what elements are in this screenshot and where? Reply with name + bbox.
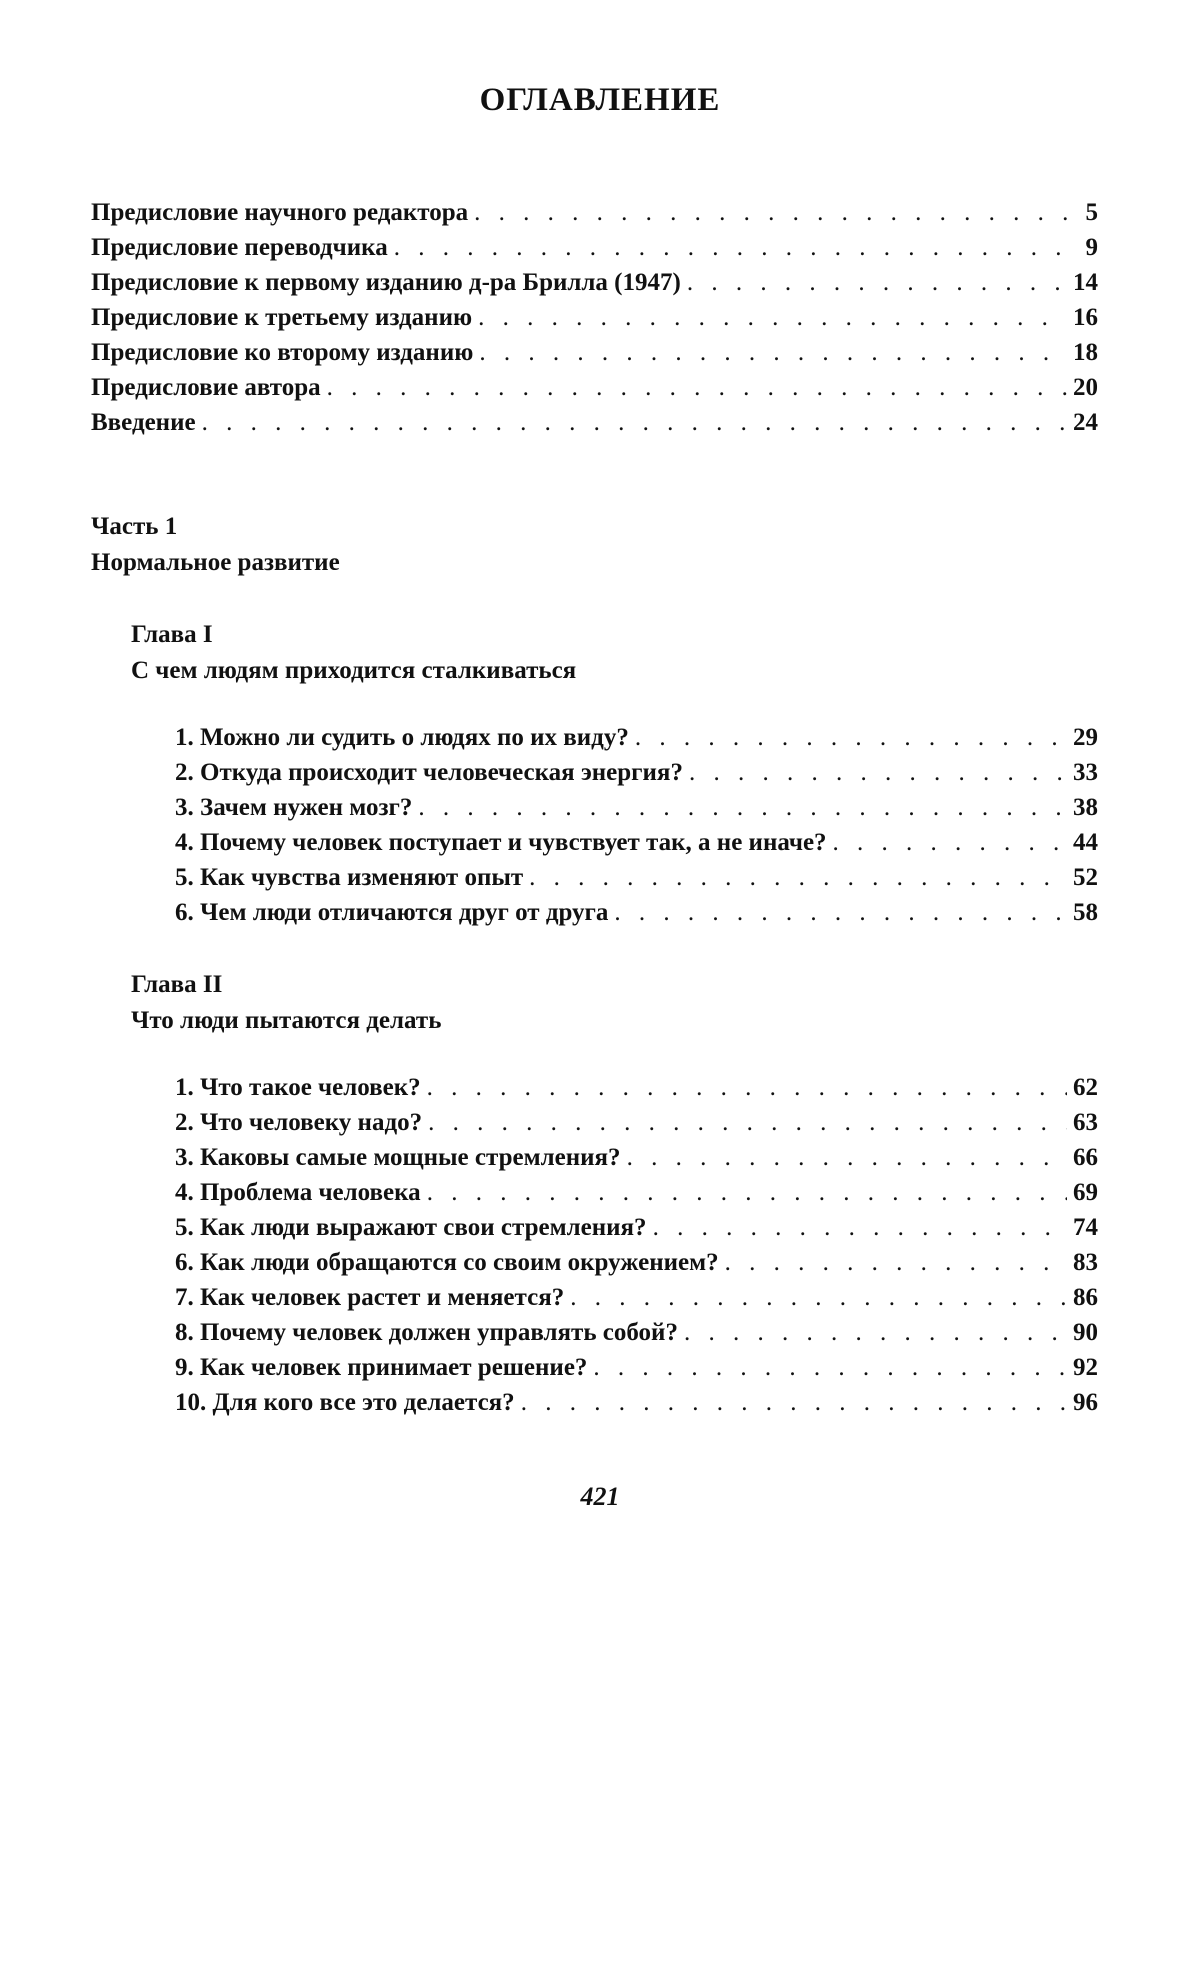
toc-entry [91, 406, 1098, 440]
chapter-label: Глава II [131, 971, 223, 998]
leader-dots [428, 1106, 1067, 1140]
toc-entry-title: 8. Почему человек должен управлять собой? [175, 1319, 678, 1346]
toc-entry-page: 18 [1073, 339, 1098, 366]
toc-entry-page: 24 [1073, 409, 1098, 436]
toc-entry-title: 10. Для кого все это делается? [175, 1389, 515, 1416]
toc-entry-page: 44 [1073, 829, 1098, 856]
leader-dots [478, 301, 1067, 335]
toc-entry [91, 336, 1098, 370]
toc-entry-page: 62 [1073, 1074, 1098, 1101]
leader-dots [635, 721, 1067, 755]
toc-entry [91, 231, 1098, 265]
toc-entry-page: 9 [1085, 234, 1098, 261]
toc-entry-page: 38 [1073, 794, 1098, 821]
leader-dots [593, 1351, 1067, 1385]
toc-entry-title: 2. Откуда происходит человеческая энергия? [175, 759, 683, 786]
toc-entry-page: 74 [1073, 1214, 1098, 1241]
toc-entry [175, 791, 1098, 825]
toc-entry-title: Предисловие научного редактора [91, 199, 469, 226]
toc-entry [175, 826, 1098, 860]
leader-dots [570, 1281, 1067, 1315]
toc-entry [175, 1281, 1098, 1315]
toc-entry-page: 5 [1085, 199, 1098, 226]
toc-entry-title: Предисловие к первому изданию д-ра Брилла (1947) [91, 269, 681, 296]
toc-entry [91, 266, 1098, 300]
toc-entry-title: 4. Проблема человека [175, 1179, 421, 1206]
toc-entry-title: 2. Что человеку надо? [175, 1109, 423, 1136]
toc-entry [175, 1071, 1098, 1105]
part-title: Нормальное развитие [91, 549, 340, 576]
leader-dots [627, 1141, 1067, 1175]
part-label: Часть 1 [91, 513, 178, 540]
toc-entry-page: 14 [1073, 269, 1098, 296]
toc-entry [175, 721, 1098, 755]
leader-dots [687, 266, 1067, 300]
leader-dots [529, 861, 1067, 895]
toc-entry [175, 1141, 1098, 1175]
toc-entry-title: 5. Как чувства изменяют опыт [175, 864, 524, 891]
toc-entry-page: 69 [1073, 1179, 1098, 1206]
chapter-title: Что люди пытаются делать [131, 1007, 442, 1034]
toc-entry-page: 20 [1073, 374, 1098, 401]
toc-entry-title: 9. Как человек принимает решение? [175, 1354, 588, 1381]
toc-entry-page: 52 [1073, 864, 1098, 891]
toc-entry [175, 1386, 1098, 1420]
toc-entry [91, 196, 1098, 230]
toc-entry-title: 1. Что такое человек? [175, 1074, 421, 1101]
toc-entry-title: 3. Зачем нужен мозг? [175, 794, 413, 821]
leader-dots [689, 756, 1067, 790]
toc-entry-page: 58 [1073, 899, 1098, 926]
toc-entry-page: 83 [1073, 1249, 1098, 1276]
leader-dots [833, 826, 1067, 860]
toc-entry-title: 6. Как люди обращаются со своим окружением? [175, 1249, 719, 1276]
toc-entry-page: 16 [1073, 304, 1098, 331]
toc-entry-title: Предисловие ко второму изданию [91, 339, 474, 366]
leader-dots [474, 196, 1070, 230]
toc-entry-title: Введение [91, 409, 196, 436]
toc-entry [91, 301, 1098, 335]
toc-entry-page: 96 [1073, 1389, 1098, 1416]
leader-dots [614, 896, 1067, 930]
toc-entry-title: Предисловие автора [91, 374, 321, 401]
toc-entry [175, 1176, 1098, 1210]
leader-dots [521, 1386, 1067, 1420]
leader-dots [479, 336, 1067, 370]
leader-dots [725, 1246, 1067, 1280]
leader-dots [418, 791, 1067, 825]
page-number: 421 [580, 1482, 620, 1511]
toc-entry-page: 90 [1073, 1319, 1098, 1346]
toc-entry [175, 1246, 1098, 1280]
toc-entry-title: Предисловие переводчика [91, 234, 388, 261]
toc-entry [175, 1351, 1098, 1385]
chapter-title: С чем людям приходится сталкиваться [131, 657, 577, 684]
toc-entry-page: 63 [1073, 1109, 1098, 1136]
chapter-label: Глава I [131, 621, 213, 648]
leader-dots [684, 1316, 1067, 1350]
toc-entry [175, 1316, 1098, 1350]
toc-entry [175, 1211, 1098, 1245]
toc-entry [175, 861, 1098, 895]
leader-dots [427, 1071, 1067, 1105]
toc-entry-page: 92 [1073, 1354, 1098, 1381]
leader-dots [394, 231, 1070, 265]
toc-entry-title: 4. Почему человек поступает и чувствует так, а не иначе? [175, 829, 827, 856]
toc-entry [175, 1106, 1098, 1140]
toc-entry-title: Предисловие к третьему изданию [91, 304, 473, 331]
toc-entry-page: 33 [1073, 759, 1098, 786]
toc-entry-page: 66 [1073, 1144, 1098, 1171]
toc-entry-page: 29 [1073, 724, 1098, 751]
page-title: ОГЛАВЛЕНИЕ [479, 82, 721, 118]
toc-entry-title: 3. Каковы самые мощные стремления? [175, 1144, 621, 1171]
toc-entry-title: 6. Чем люди отличаются друг от друга [175, 899, 609, 926]
leader-dots [427, 1176, 1067, 1210]
leader-dots [653, 1211, 1067, 1245]
toc-entry-title: 5. Как люди выражают свои стремления? [175, 1214, 647, 1241]
leader-dots [327, 371, 1067, 405]
toc-entry [175, 756, 1098, 790]
toc-entry [175, 896, 1098, 930]
toc-entry [91, 371, 1098, 405]
toc-entry-page: 86 [1073, 1284, 1098, 1311]
toc-entry-title: 7. Как человек растет и меняется? [175, 1284, 565, 1311]
leader-dots [202, 406, 1067, 440]
toc-entry-title: 1. Можно ли судить о людях по их виду? [175, 724, 629, 751]
